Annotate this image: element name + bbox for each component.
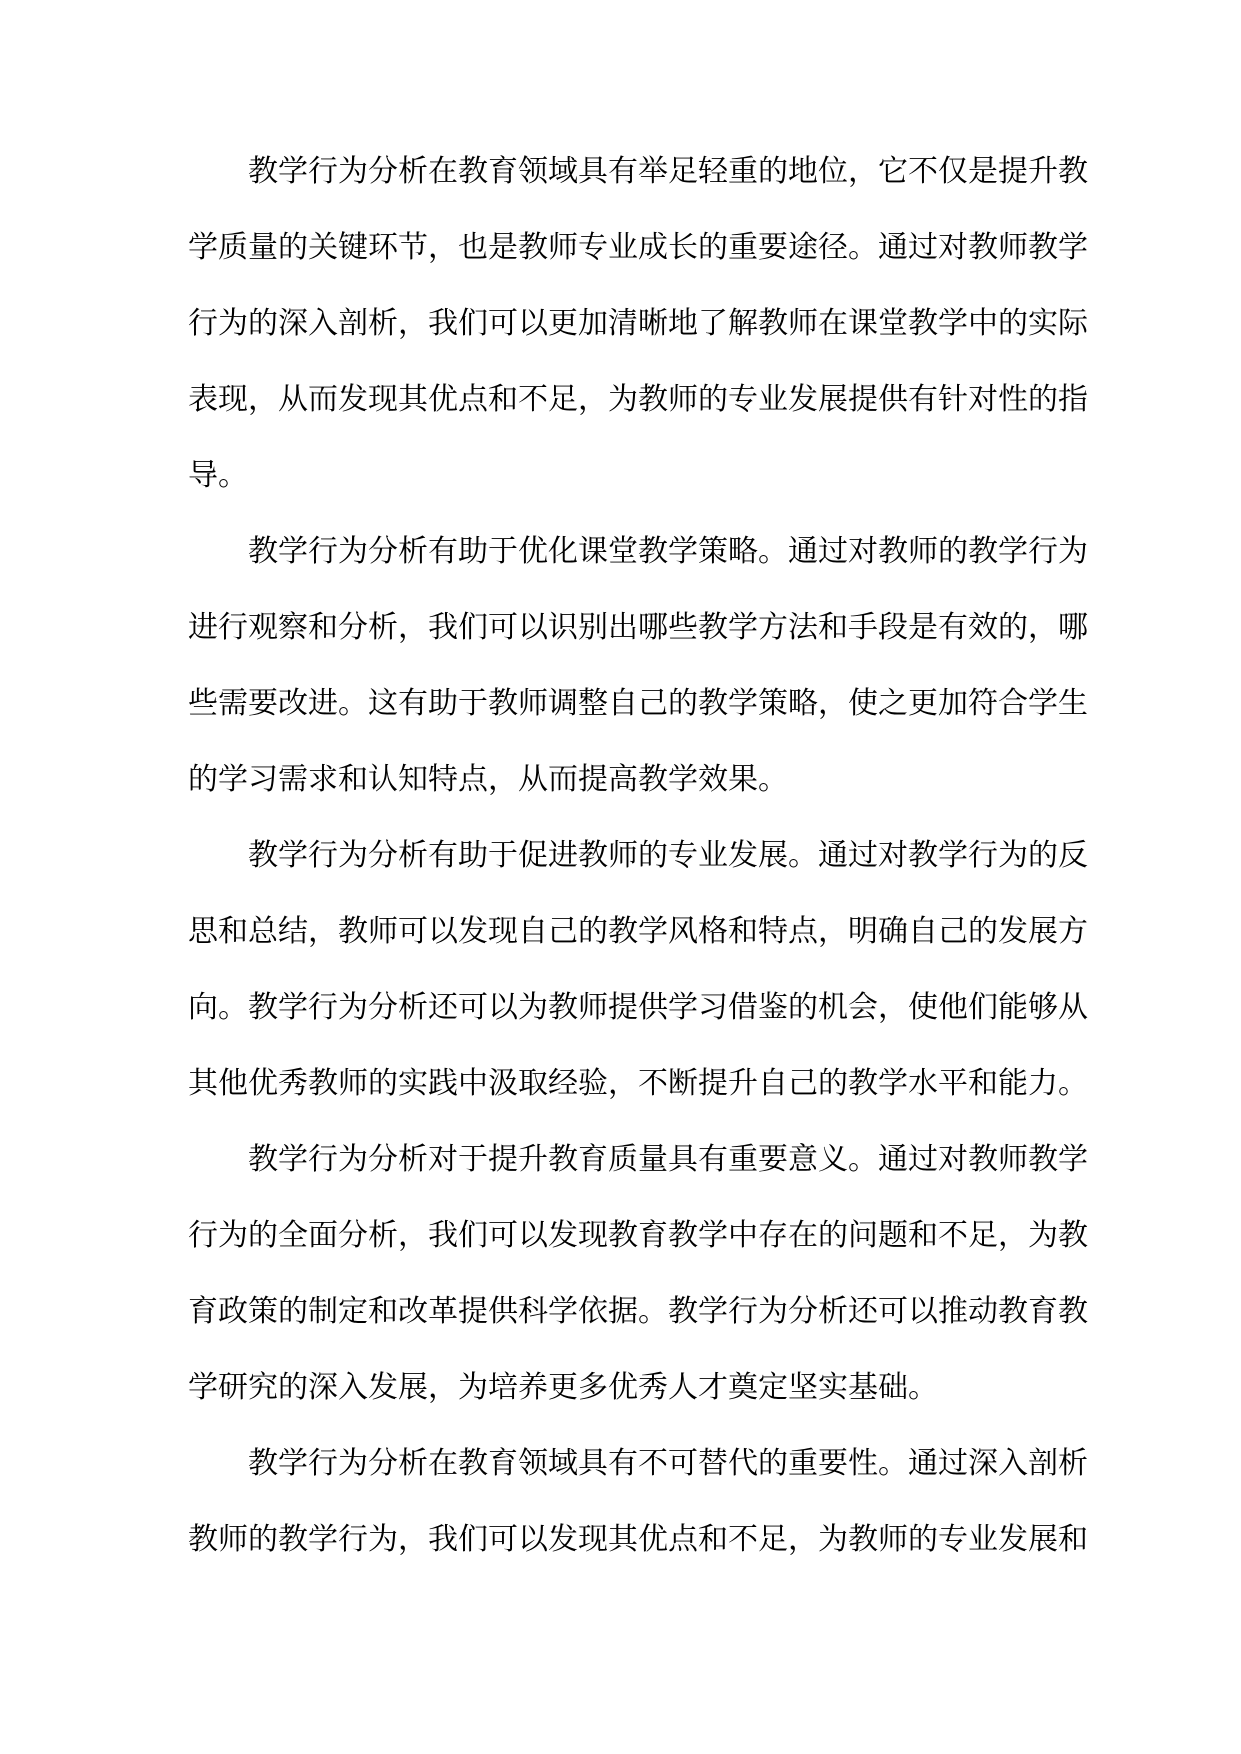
paragraph-2 (188, 520, 1088, 824)
text-line: 进行观察和分析，我们可以识别出哪些教学方法和手段是有效的，哪 (188, 610, 1088, 645)
text-line: 育政策的制定和改革提供科学依据。教学行为分析还可以推动教育教 (188, 1294, 1088, 1329)
document-body (188, 140, 1088, 1584)
paragraph-3 (188, 824, 1088, 1128)
text-line: 教学行为分析在教育领域具有不可替代的重要性。通过深入剖析 (248, 1446, 1088, 1481)
text-line: 行为的全面分析，我们可以发现教育教学中存在的问题和不足，为教 (188, 1218, 1088, 1253)
paragraph-5 (188, 1432, 1088, 1584)
text-line: 教学行为分析在教育领域具有举足轻重的地位，它不仅是提升教 (248, 154, 1088, 189)
text-line: 行为的深入剖析，我们可以更加清晰地了解教师在课堂教学中的实际 (188, 306, 1088, 341)
text-line: 思和总结，教师可以发现自己的教学风格和特点，明确自己的发展方 (188, 914, 1088, 949)
text-line: 教师的教学行为，我们可以发现其优点和不足，为教师的专业发展和 (188, 1522, 1088, 1557)
text-line: 导。 (188, 458, 248, 493)
text-line: 表现，从而发现其优点和不足，为教师的专业发展提供有针对性的指 (188, 382, 1088, 417)
text-line: 向。教学行为分析还可以为教师提供学习借鉴的机会，使他们能够从 (188, 990, 1088, 1025)
text-line: 的学习需求和认知特点，从而提高教学效果。 (188, 762, 788, 797)
text-line: 些需要改进。这有助于教师调整自己的教学策略，使之更加符合学生 (188, 686, 1088, 721)
text-line: 其他优秀教师的实践中汲取经验，不断提升自己的教学水平和能力。 (188, 1066, 1088, 1101)
text-line: 学研究的深入发展，为培养更多优秀人才奠定坚实基础。 (188, 1370, 938, 1405)
paragraph-1 (188, 140, 1088, 520)
text-line: 学质量的关键环节，也是教师专业成长的重要途径。通过对教师教学 (188, 230, 1088, 265)
text-line: 教学行为分析有助于优化课堂教学策略。通过对教师的教学行为 (248, 534, 1088, 569)
text-line: 教学行为分析对于提升教育质量具有重要意义。通过对教师教学 (248, 1142, 1088, 1177)
text-line: 教学行为分析有助于促进教师的专业发展。通过对教学行为的反 (248, 838, 1088, 873)
paragraph-4 (188, 1128, 1088, 1432)
